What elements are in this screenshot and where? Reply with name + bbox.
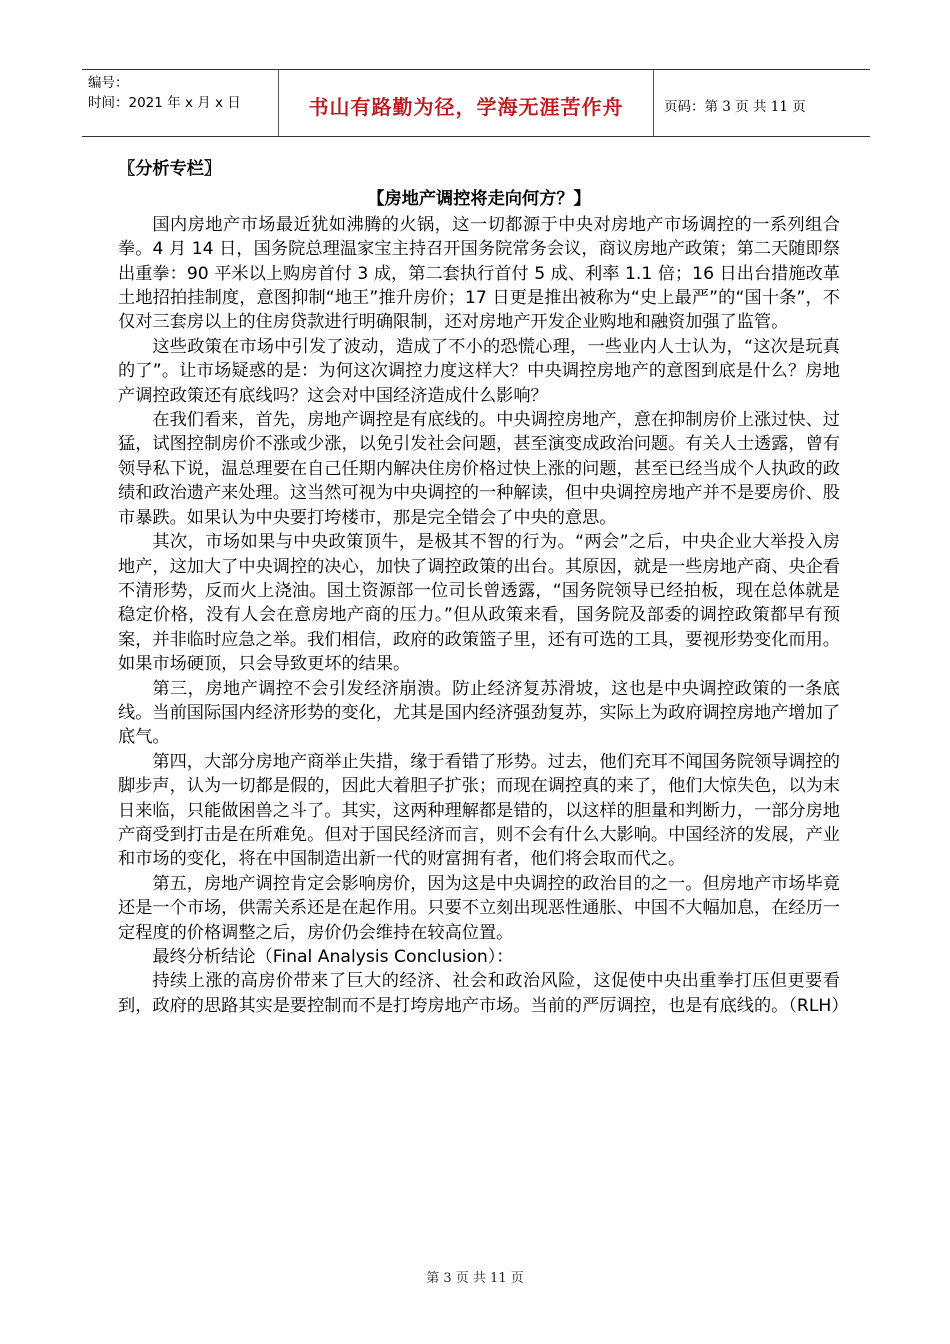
time-label: 时间：2021 年 x 月 x 日: [88, 95, 241, 111]
paragraph: 其次，市场如果与中央政策顶牛，是极其不智的行为。“两会”之后，中央企业大举投入房地产，这加大了中央调控的决心，加快了调控政策的出台。其原因，就是一些房地产商、央企看不清形势，反而火上浇油。国土资源部一位司长曾透露，“国务院领导已经拍板，现在总体就是稳定价格，没有人会在意房地产商的压力。”但从政策来看，国务院及部委的调控政策都早有预案，并非临时应急之举。我们相信，政府的政策篮子里，还有可选的工具，要视形势变化而用。如果市场硬顶，只会导致更坏的结果。: [118, 532, 840, 675]
paragraph: 国内房地产市场最近犹如沸腾的火锅，这一切都源于中央对房地产市场调控的一系列组合拳。4 月 14 日，国务院总理温家宝主持召开国务院常务会议，商议房地产政策；第二天随即祭出重拳：90 平米以上购房首付 3 成，第二套执行首付 5 成、利率 1.1 倍；16 日出台措施改革土地招拍挂制度，意图抑制“地王”推升房价；17 日更是推出被称为“史上最严”的“国十条”，不仅对三套房以上的住房贷款进行明确限制，还对房地产开发企业购地和融资加强了监管。: [118, 214, 840, 333]
conclusion-paragraph: 持续上涨的高房价带来了巨大的经济、社会和政治风险，这促使中央出重拳打压但更要看到，政府的思路其实是要控制而不是打垮房地产市场。当前的严厉调控，也是有底线的。（RLH）: [118, 971, 849, 1016]
header-page-info: 页码：第 3 页 共 11 页: [664, 99, 806, 115]
article-title: 【房地产调控将走向何方？】: [367, 189, 591, 210]
paragraph: 第五，房地产调控肯定会影响房价，因为这是中央调控的政治目的之一。但房地产市场毕竟还是一个市场，供需关系还是在起作用。只要不立刻出现恶性通胀、中国不大幅加息，在经历一定程度的价格调整之后，房价仍会维持在较高位置。: [118, 873, 840, 943]
paragraph: 这些政策在市场中引发了波动，造成了不小的恐慌心理，一些业内人士认为，“这次是玩真的了”。让市场疑惑的是：为何这次调控力度这样大？中央调控房地产的意图到底是什么？房地产调控政策还有底线吗？这会对中国经济造成什么影响？: [118, 336, 840, 406]
code-label: 编号：: [88, 75, 129, 91]
article-body: [118, 157, 849, 1018]
paragraph: 第四，大部分房地产商举止失措，缘于看错了形势。过去，他们充耳不闻国务院领导调控的脚步声，认为一切都是假的，因此大着胆子扩张；而现在调控真的来了，他们大惊失色，以为末日来临，只能做困兽之斗了。其实，这两种理解都是错的，以这样的胆量和判断力，一部分房地产商受到打击是在所难免。但对于国民经济而言，则不会有什么大影响。中国经济的发展，产业和市场的变化，将在中国制造出新一代的财富拥有者，他们将会取而代之。: [118, 751, 840, 870]
page-footer: 第 3 页 共 11 页: [426, 1271, 524, 1286]
header-motto: 书山有路勤为径，学海无涯苦作舟: [279, 70, 654, 136]
header-info: [82, 70, 279, 136]
section-label: 〖分析专栏〗: [118, 159, 222, 179]
paragraph: 在我们看来，首先，房地产调控是有底线的。中央调控房地产，意在抑制房价上涨过快、过猛，试图控制房价不涨或少涨，以免引发社会问题，甚至演变成政治问题。有关人士透露，曾有领导私下说，温总理要在自己任期内解决住房价格过快上涨的问题，甚至已经当成个人执政的政绩和政治遗产来处理。这当然可视为中央调控的一种解读，但中央调控房地产并不是要房价、股市暴跌。如果认为中央要打垮楼市，那是完全错会了中央的意思。: [118, 410, 840, 528]
conclusion-heading: 最终分析结论（Final Analysis Conclusion）：: [152, 947, 514, 967]
paragraph: 第三，房地产调控不会引发经济崩溃。防止经济复苏滑坡，这也是中央调控政策的一条底线。当前国际国内经济形势的变化，尤其是国内经济强劲复苏，实际上为政府调控房地产增加了底气。: [118, 678, 840, 748]
page-header: [82, 69, 870, 137]
